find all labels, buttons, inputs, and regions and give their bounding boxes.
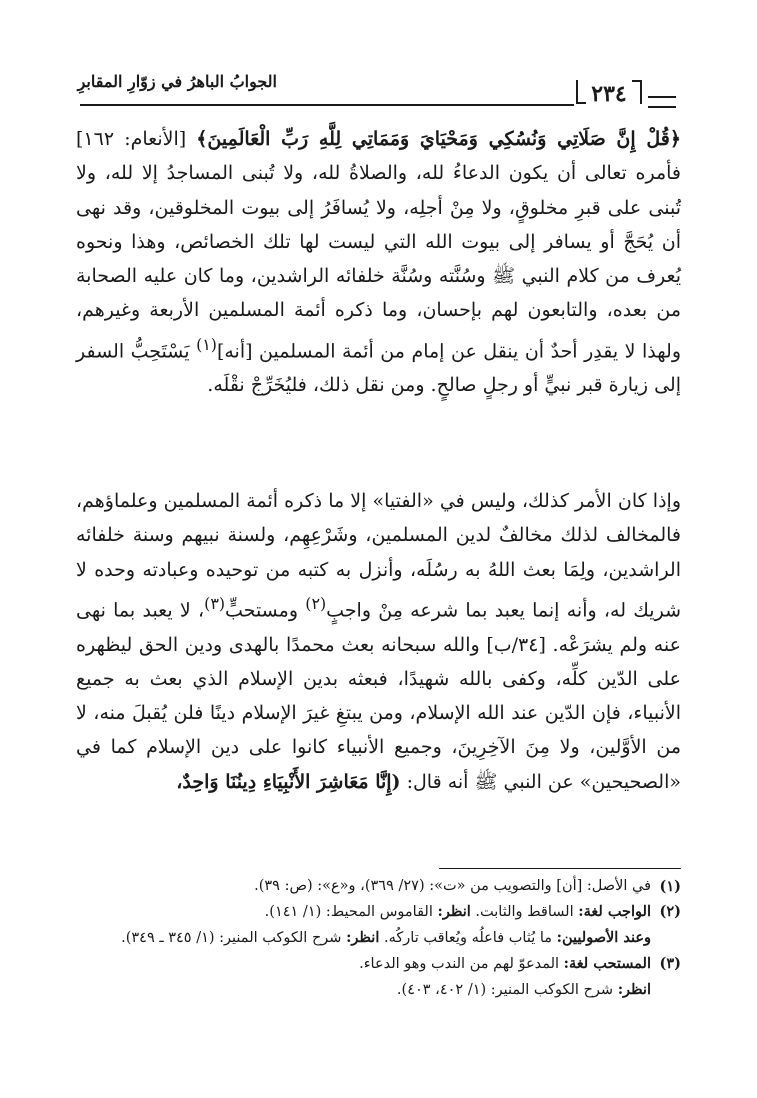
footnote-text: ما يُثاب فاعلُه ويُعاقب تاركُه. — [383, 930, 553, 946]
footnote-marker-2[interactable]: (٢) — [305, 593, 327, 613]
paragraph-2-text-mid: ومستحبٍّ — [225, 599, 298, 622]
footnote-number: (٣) — [659, 955, 681, 972]
header-double-rule — [648, 96, 676, 108]
footnote-number: (١) — [659, 878, 681, 895]
paragraph-2 — [76, 484, 681, 799]
footnote-separator — [439, 868, 681, 869]
paragraph-1-text: فأمره تعالى أن يكون الدعاءُ لله، والصلاةُ لله، ولا تُبنى المساجدُ إلا لله، ولا تُبنى على قبرِ مخلوقٍ، ولا مِنْ أجلِه، ولا يُسافَرُ إلى بيوت المخلوقين، وقد نهى أن يُحَجَّ أو يسافر إلى بيوت الله التي ليست لها تلك الخصائص، وهذا ونحوه يُعرف من كلام النبي ﷺ وسُنَّته وسُنَّة خلفائه الراشدين، وما كان عليه الصحابة من بعده، والتابعون لهم بإحسان، وما ذكره أئمة المسلمين الأربعة وغيرهم، ولهذا لا يقدِر أحدٌ أن ينقل عن إمام من أئمة المسلمين [أنه] — [76, 162, 681, 363]
footnote-label: انظر: — [346, 929, 380, 946]
footnote-text: في الأصل: [أن] والتصويب من «ت»: (٢٧/ ٣٦٩)، و«ع»: (ص: ٣٩). — [254, 878, 651, 894]
footnote-text: شرح الكوكب المنير: (١/ ٣٤٥ ـ ٣٤٩). — [121, 930, 342, 946]
footnote-number: (٢) — [659, 903, 681, 920]
paragraph-1-text-end: يَسْتَحِبُّ السفر إلى زيارة قبر نبيٍّ أو رجلٍ صالحٍ. ومن نقل ذلك، فليُخَرِّجْ نقْلَه. — [76, 340, 681, 397]
running-header-title: الجوابُ الباهرُ في زوّارِ المقابرِ — [77, 72, 277, 91]
footnote-text: المدعوّ لهم من الندب وهو الدعاء. — [359, 956, 560, 972]
footnote-line — [76, 977, 651, 1003]
footnote-label: الواجب لغة: — [578, 903, 651, 920]
footnote-2 — [76, 899, 681, 951]
footnote-line — [76, 951, 651, 977]
footnote-1 — [76, 874, 681, 899]
paragraph-2-text: وإذا كان الأمر كذلك، وليس في «الفتيا» إلا ما ذكره أئمة المسلمين وعلماؤهم، فالمخالف لذلك مخالفٌ لدين المسلمين، وشَرْعِهِم، ولسنة نبيهم وسنة خلفائه الراشدين، ولِمَا بعث اللهُ به رسُلَه، وأنزل به كتبه من توحيده وعبادته وحده لا شريك له، وأنه إنما يعبد بما شرعه مِنْ واجبٍ — [76, 490, 681, 622]
footnote-text: شرح الكوكب المنير: (١/ ٤٠٢، ٤٠٣). — [396, 982, 614, 998]
paragraph-2-text-end: ، لا يعبد بما نهى عنه ولم يشرَعْه. [٣٤/ب] والله سبحانه بعث محمدًا بالهدى ودين الحق ليظهره على الدّين كلِّه، وكفى بالله شهيدًا، فبعثه بدين الإسلام الذي بعث به جميع الأنبياء، فإن الدّين عند الله الإسلام، ومن يبتغِ غيرَ الإسلام دينًا فلن يُقبلَ منه، لا من الأوَّلين، ولا مِنَ الآخِرِينَ، وجميع الأنبياء كانوا على دين الإسلام كما في «الصحيحين» عن النبي ﷺ أنه قال: — [76, 599, 682, 793]
footnotes — [76, 874, 681, 1003]
footnote-label: وعند الأصوليين: — [556, 929, 651, 946]
page-number: ٢٣٤ — [591, 81, 627, 107]
verse-reference: [الأنعام: ١٦٢] — [76, 128, 187, 150]
header-rule — [80, 104, 574, 106]
footnote-marker-1[interactable]: (١) — [196, 334, 217, 354]
footnote-line — [76, 925, 651, 951]
footnote-text: القاموس المحيط: (١/ ١٤١). — [264, 904, 433, 920]
footnote-text: الساقط والثابت. — [475, 904, 574, 920]
footnote-3 — [76, 951, 681, 1003]
hadith-quote: (إِنَّا مَعَاشِرَ الأَنْبِيَاءِ دِينُنَا وَاحِدٌ، — [176, 770, 401, 793]
footnote-line — [76, 899, 651, 925]
page-number-frame — [576, 80, 642, 112]
footnote-label: المستحب لغة: — [563, 955, 651, 972]
footnote-label: انظر: — [437, 903, 471, 920]
footnote-label: انظر: — [617, 981, 651, 998]
paragraph-1 — [76, 122, 681, 403]
quran-verse: ﴿قُلْ إِنَّ صَلَاتِي وَنُسُكِي وَمَحْيَايَ وَمَمَاتِي لِلَّهِ رَبِّ الْعَالَمِينَ﴾ — [196, 128, 681, 150]
footnote-line — [76, 874, 651, 899]
footnote-marker-3[interactable]: (٣) — [204, 593, 226, 613]
